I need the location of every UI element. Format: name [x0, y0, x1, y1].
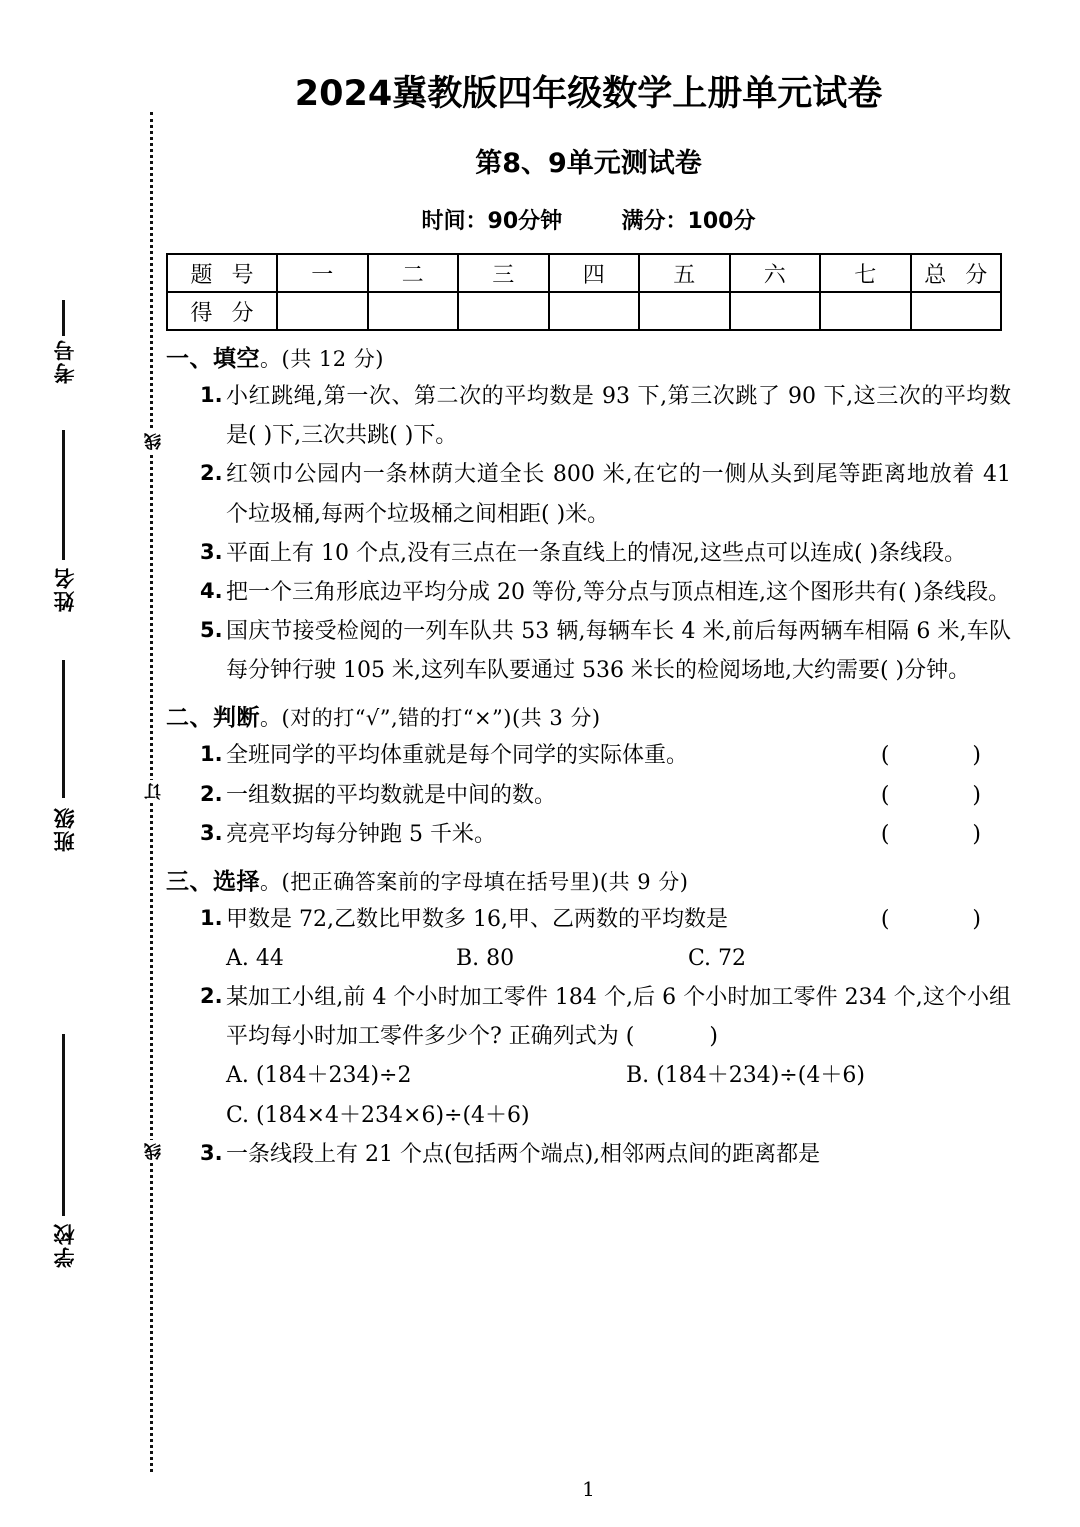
score-cell-6[interactable] [730, 292, 821, 330]
margin-strip [0, 0, 165, 1527]
option-b[interactable]: B. 80 [456, 946, 515, 972]
question-text: 平面上有 10 个点,没有三点在一条直线上的情况,这些点可以连成( )条线段。 [226, 540, 967, 566]
question-text: 把一个三角形底边平均分成 20 等份,等分点与顶点相连,这个图形共有( )条线段。 [226, 579, 1011, 605]
page-title: 2024冀教版四年级数学上册单元试卷 [294, 74, 883, 114]
question-3-3 [200, 1135, 1011, 1174]
option-a[interactable]: A. (184＋234)÷2 [226, 1063, 412, 1089]
score-table-col-7: 七 [820, 254, 911, 292]
exam-meta-line [166, 204, 1011, 235]
option-a[interactable]: A. 44 [226, 946, 284, 972]
table-row-scores [167, 292, 1001, 330]
question-number: 1. [200, 905, 223, 930]
question-1-1 [200, 377, 1011, 455]
question-text: 全班同学的平均体重就是每个同学的实际体重。 [226, 743, 689, 769]
option-c[interactable]: C. 72 [688, 946, 747, 972]
options-3-2-row2 [226, 1096, 1011, 1135]
time-limit-label: 时间：90分钟 [421, 209, 563, 234]
field-rule-kaohao [62, 300, 65, 336]
section-title-2: 二、判断 [166, 705, 260, 732]
section-title-1: 一、填空 [166, 346, 260, 372]
score-cell-5[interactable] [639, 292, 730, 330]
score-table-col-total: 总 分 [911, 254, 1002, 292]
score-cell-7[interactable] [820, 292, 911, 330]
question-number: 3. [200, 539, 223, 564]
question-number: 4. [200, 578, 223, 603]
answer-bracket[interactable]: ( ) [880, 821, 1019, 847]
answer-bracket[interactable]: ( ) [880, 782, 1019, 808]
question-text: 红领巾公园内一条林荫大道全长 800 米,在它的一侧从头到尾等距离地放着 41 个垃圾桶,每两个垃圾桶之间相距( )米。 [226, 462, 1011, 527]
options-3-2-row1 [226, 1056, 1011, 1095]
question-text: 国庆节接受检阅的一列车队共 53 辆,每辆车长 4 米,前后每两辆车相隔 6 米,车队每分钟行驶 105 米,这列车队要通过 536 米长的检阅场地,大约需要( )分钟。 [226, 618, 1011, 684]
score-cell-2[interactable] [368, 292, 459, 330]
field-rule-xingming [62, 430, 65, 560]
question-2-1 [200, 736, 1019, 775]
answer-bracket[interactable]: ( ) [880, 906, 1019, 932]
score-cell-3[interactable] [458, 292, 549, 330]
question-1-3 [200, 534, 1011, 573]
question-text: 一组数据的平均数就是中间的数。 [226, 782, 557, 808]
question-3-2 [200, 978, 1011, 1056]
score-table-row-label-1: 得 分 [167, 292, 277, 330]
section-heading-fill-blank [166, 344, 1011, 375]
section-heading-multiple-choice [166, 867, 1011, 898]
question-text: 亮亮平均每分钟跑 5 千米。 [226, 821, 496, 847]
option-b[interactable]: B. (184＋234)÷(4＋6) [626, 1063, 865, 1089]
score-table-col-2: 二 [368, 254, 459, 292]
question-number: 1. [200, 383, 223, 408]
question-text: 一条线段上有 21 个点(包括两个端点),相邻两点间的距离都是 [226, 1141, 821, 1167]
field-rule-xuexiao [62, 1034, 65, 1216]
question-number: 2. [200, 781, 223, 806]
score-cell-1[interactable] [277, 292, 368, 330]
question-number: 3. [200, 1140, 223, 1165]
question-text: 甲数是 72,乙数比甲数多 16,甲、乙两数的平均数是 [226, 906, 728, 932]
score-table-col-1: 一 [277, 254, 368, 292]
section-title-3: 三、选择 [166, 868, 260, 895]
options-3-1 [226, 939, 1011, 978]
question-number: 2. [200, 984, 223, 1009]
fold-char-line-bottom: 线 [142, 1140, 167, 1163]
score-table-col-3: 三 [458, 254, 549, 292]
score-cell-total[interactable] [911, 292, 1002, 330]
answer-bracket[interactable]: ( ) [880, 743, 1019, 769]
fold-char-line-top: 线 [142, 430, 167, 453]
section-note-1: 。(共 12 分) [260, 347, 384, 371]
exam-paper-content [166, 0, 1019, 1527]
margin-field-kaohao: 考号 [53, 338, 77, 384]
margin-field-banji: 班级 [53, 806, 77, 852]
question-text: 某加工小组,前 4 个小时加工零件 184 个,后 6 个小时加工零件 234 个,这个小组平均每小时加工零件多少个? 正确列式为 [226, 985, 1011, 1050]
question-number: 1. [200, 742, 223, 767]
field-rule-banji [62, 660, 65, 798]
question-number: 3. [200, 820, 223, 845]
page-number: 1 [582, 1477, 595, 1501]
score-table-col-5: 五 [639, 254, 730, 292]
question-number: 2. [200, 461, 223, 486]
full-score-label: 满分：100分 [621, 209, 756, 234]
question-3-1 [200, 900, 1019, 939]
question-2-3 [200, 815, 1019, 854]
question-1-5 [200, 612, 1011, 690]
option-c[interactable]: C. (184×4＋234×6)÷(4＋6) [226, 1102, 530, 1128]
section-note-3: 。(把正确答案前的字母填在括号里)(共 9 分) [260, 869, 689, 894]
score-table [166, 253, 1002, 331]
question-number: 5. [200, 617, 223, 642]
score-table-col-4: 四 [549, 254, 640, 292]
table-row-question-numbers [167, 254, 1001, 292]
question-1-4 [200, 573, 1011, 612]
question-2-2 [200, 776, 1019, 815]
question-1-2 [200, 455, 1011, 533]
score-cell-4[interactable] [549, 292, 640, 330]
score-table-row-label-0: 题 号 [167, 254, 277, 292]
answer-bracket[interactable]: ( ) [625, 1024, 752, 1050]
margin-field-xuexiao: 学校 [53, 1222, 77, 1268]
section-heading-true-false [166, 703, 1011, 734]
question-text: 小红跳绳,第一次、第二次的平均数是 93 下,第三次跳了 90 下,这三次的平均数是( )下,三次共跳( )下。 [226, 384, 1011, 449]
score-table-col-6: 六 [730, 254, 821, 292]
section-note-2: 。(对的打“√”,错的打“×”)(共 3 分) [260, 706, 601, 731]
margin-field-xingming: 姓名 [53, 566, 77, 612]
fold-char-ding: 订 [142, 780, 167, 803]
page-subtitle: 第8、9单元测试卷 [475, 148, 702, 179]
